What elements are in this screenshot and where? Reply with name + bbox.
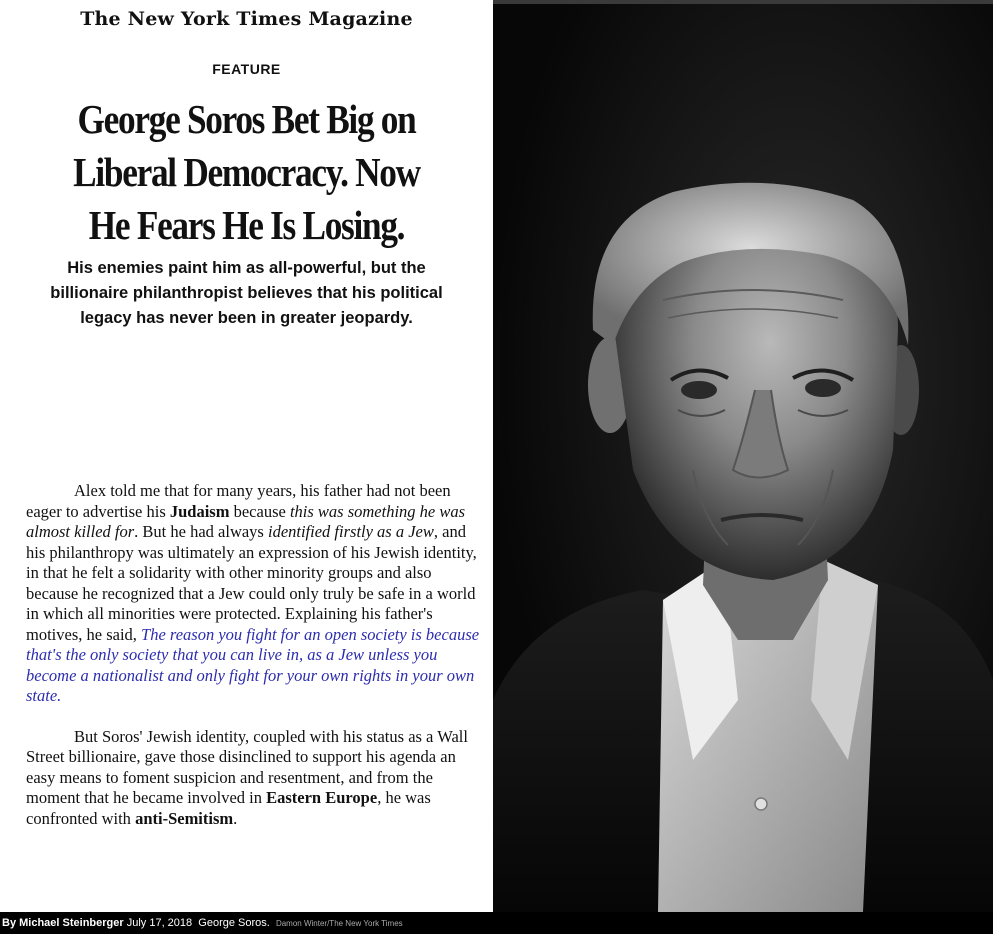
text-run: because	[229, 501, 290, 521]
highlight-eastern-europe: Eastern Europe	[266, 788, 378, 807]
italic-run: identified firstly as a Jew	[267, 522, 434, 541]
article-body	[26, 481, 482, 829]
text-run: . But he had always	[134, 522, 268, 541]
text-run: , and his philanthropy was ultimately an expression of his Jewish identity, in that he felt a solidarity with other minority groups and also because he recognized that a Jew could only truly be safe in a world in which all minorities were protected. Explaining his father's motives, he said,	[26, 522, 477, 644]
photo-caption: George Soros.	[198, 917, 270, 929]
quote-run: The reason you fight for an open society is because that's the only society that you can live in, as a Jew unless you become a nationalist and only fight for your own rights in your own state.	[26, 624, 480, 705]
portrait-illustration	[493, 0, 993, 934]
highlight-judaism: Judaism	[169, 501, 230, 521]
italic-run: this was something he was almost killed for	[26, 501, 466, 541]
byline-date: July 17, 2018	[126, 917, 193, 929]
highlight-anti-semitism: anti-Semitism	[135, 808, 234, 828]
byline-author[interactable]: By Michael Steinberger	[2, 917, 124, 929]
section-kicker: FEATURE	[212, 61, 281, 77]
photo-credit: Damon Winter/The New York Times	[275, 919, 403, 928]
text-run: , he was confronted with	[26, 788, 431, 828]
dek-summary: His enemies paint him as all-powerful, but the billionaire philanthropist believes that his political legacy has never been in greater jeopardy.	[50, 259, 443, 327]
text-run: Alex told me that for many years, his father had not been eager to advertise his	[26, 481, 451, 521]
portrait-photo	[493, 0, 993, 934]
headline[interactable]	[52, 93, 442, 252]
byline-bar	[0, 912, 495, 934]
masthead[interactable]: The New York Times Magazine	[80, 8, 413, 30]
article-panel	[0, 0, 493, 912]
headline-line-2: Liberal Democracy. Now	[73, 149, 420, 195]
headline-line-1: George Soros Bet Big on	[77, 96, 416, 142]
text-run: .	[233, 808, 238, 828]
paragraph-2	[26, 727, 482, 830]
headline-line-3: He Fears He Is Losing.	[88, 202, 405, 248]
paragraph-1	[26, 481, 482, 707]
text-run: But Soros' Jewish identity, coupled with his status as a Wall Street billionaire, gave those disinclined to support his agenda an easy means to foment suspicion and resentment, and from the moment that he became involved in	[26, 726, 468, 807]
